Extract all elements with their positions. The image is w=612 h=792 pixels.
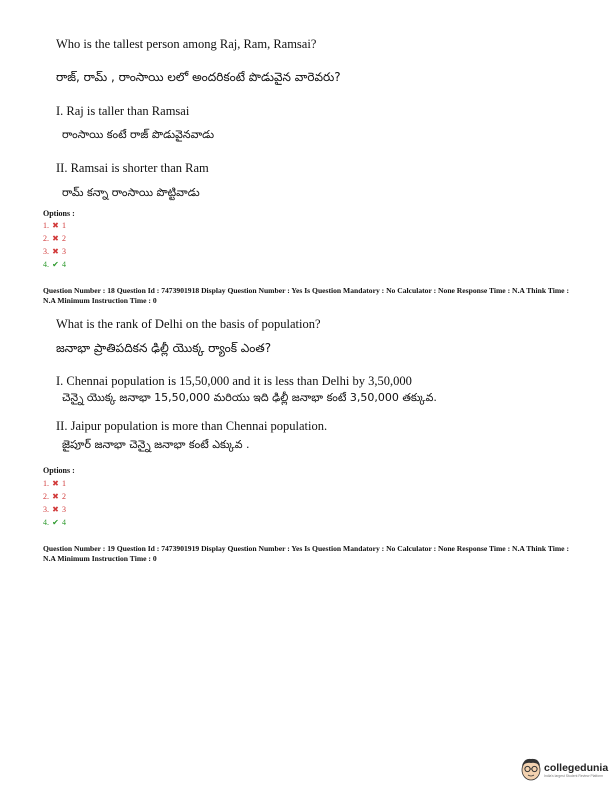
q18-statement2-en: II. Jaipur population is more than Chennai population.: [56, 419, 328, 433]
q18-statement2-te: జైపూర్ జనాభా చెన్నై జనాభా కంటే ఎక్కువ .: [62, 438, 250, 451]
cross-icon: ✖: [52, 234, 59, 243]
option-value: 3: [62, 505, 66, 514]
q18-question-te: జనాభా ప్రాతిపదికన ఢిల్లీ యొక్క ర్యాంక్ ఎంత?: [56, 341, 272, 355]
option-number: 1.: [43, 479, 49, 488]
q18-options-label: Options :: [43, 466, 75, 475]
q18-option-1: [43, 479, 66, 489]
q17-statement1-en: I. Raj is taller than Ramsai: [56, 104, 190, 118]
q18-statement1-en: I. Chennai population is 15,50,000 and it is less than Delhi by 3,50,000: [56, 374, 412, 388]
cross-icon: ✖: [52, 505, 59, 514]
option-value: 2: [62, 234, 66, 243]
check-icon: ✔: [52, 260, 59, 269]
q18-metadata: Question Number : 18 Question Id : 7473901918 Display Question Number : Yes Is Question Mandatory : No Calculator : None Response Time : N.A Think Time : N.A Minimum Instruction Time : 0: [43, 286, 569, 305]
option-value: 4: [62, 260, 66, 269]
collegedunia-logo: [520, 756, 612, 784]
q18-option-2: [43, 492, 66, 502]
q19-metadata: Question Number : 19 Question Id : 7473901919 Display Question Number : Yes Is Question Mandatory : No Calculator : None Response Time : N.A Think Time : N.A Minimum Instruction Time : 0: [43, 544, 569, 563]
brand-name: collegedunia: [544, 762, 609, 774]
check-icon: ✔: [52, 518, 59, 527]
option-number: 3.: [43, 505, 49, 514]
q17-option-2: [43, 234, 66, 244]
cross-icon: ✖: [52, 492, 59, 501]
q18-option-4: [43, 518, 66, 528]
option-number: 3.: [43, 247, 49, 256]
option-value: 1: [62, 221, 66, 230]
q17-question-en: Who is the tallest person among Raj, Ram, Ramsai?: [56, 37, 317, 51]
option-number: 1.: [43, 221, 49, 230]
cross-icon: ✖: [52, 247, 59, 256]
q17-options-label: Options :: [43, 209, 75, 218]
option-value: 1: [62, 479, 66, 488]
option-value: 4: [62, 518, 66, 527]
q18-question-en: What is the rank of Delhi on the basis of population?: [56, 317, 321, 331]
cross-icon: ✖: [52, 479, 59, 488]
q17-statement1-te: రాంసాయి కంటే రాజ్ పొడువైనవాడు: [62, 128, 215, 141]
option-number: 2.: [43, 234, 49, 243]
q17-option-3: [43, 247, 66, 257]
cross-icon: ✖: [52, 221, 59, 230]
option-number: 4.: [43, 518, 49, 527]
option-number: 4.: [43, 260, 49, 269]
q18-statement1-te: చెన్నై యొక్క జనాభా 15,50,000 మరియు ఇది ఢిల్లీ జనాభా కంటే 3,50,000 తక్కువ.: [62, 391, 437, 404]
q17-option-1: [43, 221, 66, 231]
q17-question-te: రాజ్, రామ్ , రాంసాయి లలో అందరికంటే పొడువైన వారెవరు?: [56, 70, 341, 84]
brand-tagline: India's largest Student Review Platform: [544, 774, 604, 778]
q18-option-3: [43, 505, 66, 515]
option-number: 2.: [43, 492, 49, 501]
option-value: 3: [62, 247, 66, 256]
q17-statement2-en: II. Ramsai is shorter than Ram: [56, 161, 209, 175]
q17-option-4: [43, 260, 66, 270]
mascot-icon: [520, 756, 542, 782]
q17-statement2-te: రామ్ కన్నా రాంసాయి పొట్టివాడు: [62, 186, 200, 199]
option-value: 2: [62, 492, 66, 501]
